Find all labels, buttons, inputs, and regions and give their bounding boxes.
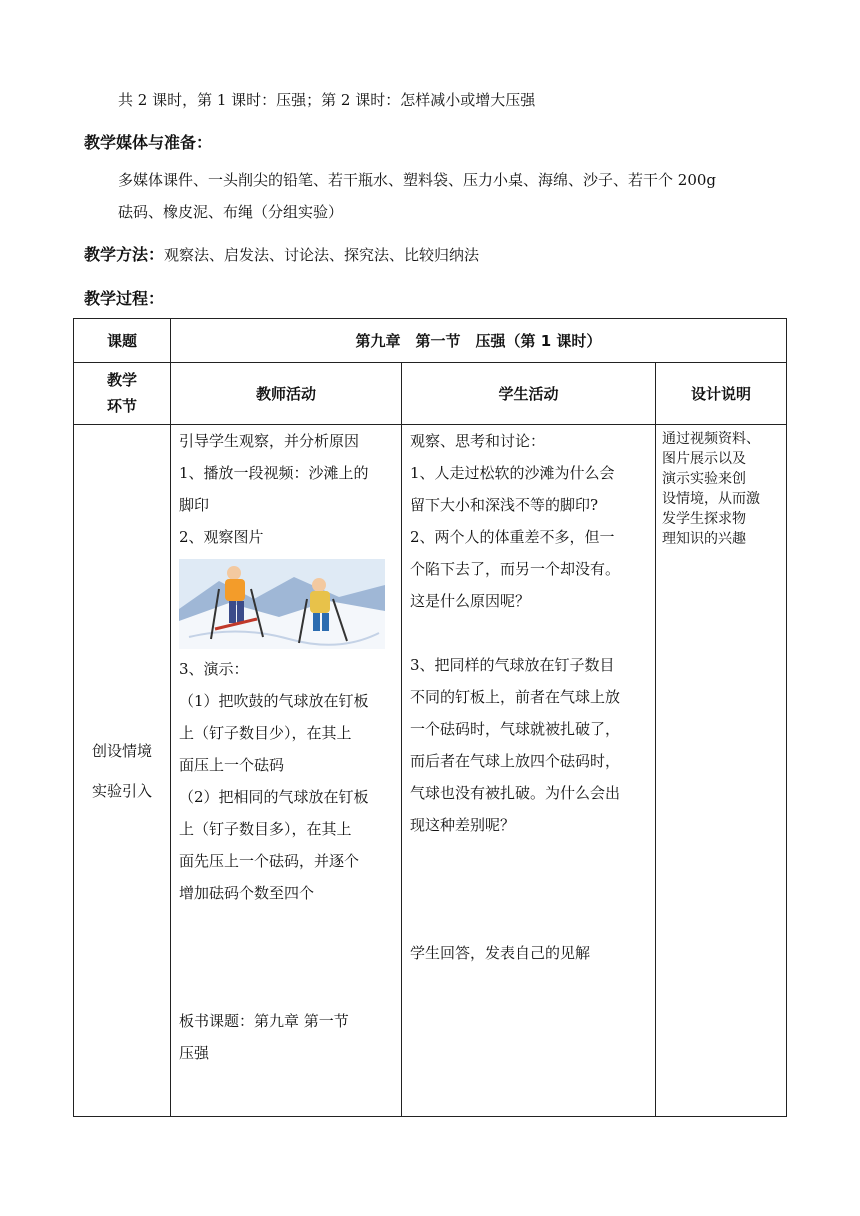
col-stage-header [74,363,171,425]
teacher-line: （2）把相同的气球放在钉板 [179,788,369,806]
media-heading: 教学媒体与准备： [84,133,213,152]
col-student-header: 学生活动 [402,363,656,425]
student-spacer [410,841,649,937]
media-line-1: 多媒体课件、一头削尖的铅笔、若干瓶水、塑料袋、压力小桌、海绵、沙子、若干个 200g [118,171,717,189]
teacher-line: 2、观察图片 [179,528,264,546]
skiers-illustration [179,559,385,649]
teacher-line: 增加砝码个数至四个 [179,884,315,902]
student-line: 而后者在气球上放四个砝码时， [410,752,621,770]
student-line: 现这种差别呢？ [410,816,516,834]
design-line: 理知识的兴趣 [662,531,746,547]
topic-value: 第九章 第一节 压强（第 1 课时） [171,319,787,363]
student-line: 不同的钉板上，前者在气球上放 [410,688,621,706]
teacher-line: 上（钉子数目少），在其上 [179,724,352,742]
stage-line-1: 创设情境 [91,741,152,760]
student-line: 个陷下去了，而另一个却没有。 [410,560,621,578]
teacher-line: 引导学生观察，并分析原因 [179,432,360,450]
col-design-header: 设计说明 [656,363,787,425]
teacher-spacer [179,909,395,1005]
media-line-2: 砝码、橡皮泥、布绳（分组实验） [118,203,344,221]
design-line: 演示实验来创 [662,471,746,487]
student-line: 这是什么原因呢？ [410,592,531,610]
student-line: 一个砝码时，气球就被扎破了， [410,720,621,738]
teacher-line: 3、演示： [179,660,249,678]
student-line: 学生回答，发表自己的见解 [410,944,591,962]
teacher-line: 面先压上一个砝码，并逐个 [179,852,360,870]
student-line: 2、两个人的体重差不多，但一 [410,528,615,546]
teacher-activity-cell [171,425,402,1117]
student-spacer [410,617,649,649]
teacher-line: 1、播放一段视频：沙滩上的 [179,464,369,482]
method-heading [84,242,479,265]
method-label: 教学方法： [84,245,165,264]
lesson-table [73,318,787,1117]
teacher-line: （1）把吹鼓的气球放在钉板 [179,692,369,710]
design-line: 图片展示以及 [662,451,746,467]
header-row [74,363,787,425]
teacher-line: 压强 [179,1044,210,1062]
method-text: 观察法、启发法、讨论法、探究法、比较归纳法 [164,246,480,264]
teacher-line: 板书课题：第九章 第一节 [179,1012,349,1030]
design-line: 设情境，从而激 [662,491,760,507]
topic-label: 课题 [74,319,171,363]
col-teacher-header: 教师活动 [171,363,402,425]
student-line: 观察、思考和讨论： [410,432,546,450]
student-line: 留下大小和深浅不等的脚印? [410,496,599,514]
teacher-line: 脚印 [179,496,210,514]
lesson-hours-line: 共 2 课时，第 1 课时：压强；第 2 课时：怎样减小或增大压强 [118,91,536,109]
design-note-cell [656,425,787,1117]
student-line: 3、把同样的气球放在钉子数目 [410,656,615,674]
design-line: 通过视频资料、 [662,431,760,447]
topic-row [74,319,787,363]
col-stage-header-line1: 教学 [106,370,137,389]
student-activity-cell [402,425,656,1117]
content-row [74,425,787,1117]
stage-cell [74,425,171,1117]
process-heading: 教学过程： [84,289,165,308]
design-line: 发学生探求物 [662,511,746,527]
teacher-line: 面压上一个砝码 [179,756,285,774]
teacher-line: 上（钉子数目多），在其上 [179,820,352,838]
student-line: 1、人走过松软的沙滩为什么会 [410,464,615,482]
col-stage-header-line2: 环节 [106,396,137,415]
student-line: 气球也没有被扎破。为什么会出 [410,784,621,802]
stage-line-2: 实验引入 [91,781,152,800]
